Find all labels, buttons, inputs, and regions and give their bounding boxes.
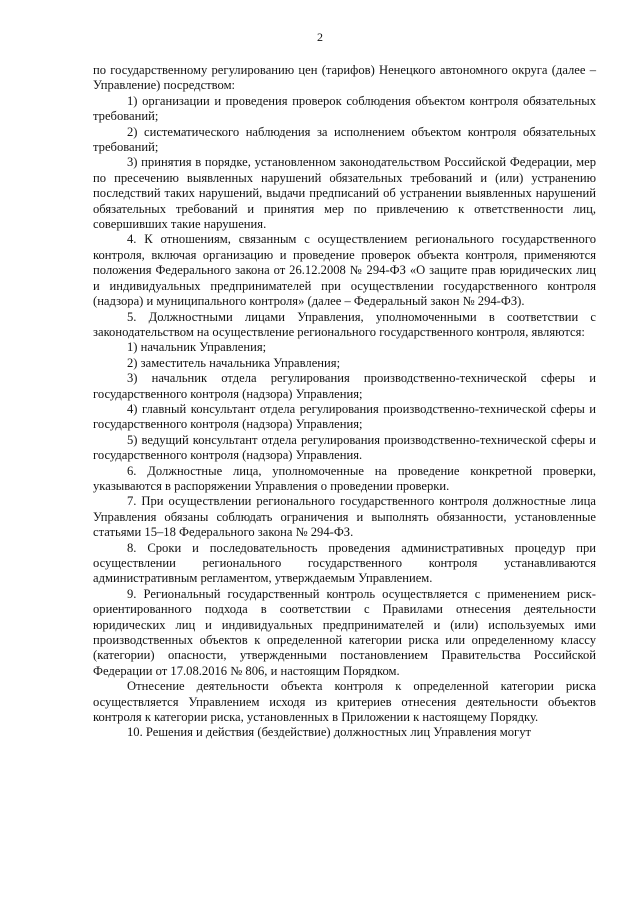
paragraph: 9. Региональный государственный контроль осуществляется с применением риск-ориентированного подхода в соответствии с Правилами отнесения деятельности юридических лиц и индивидуальных предпринимателей и (или) используемых ими производственных объектов к определенной категории риска или определенному классу (категории) опасности, утвержденными постановлением Правительства Российской Федерации от 17.08.2016 № 806, и настоящим Порядком. xyxy=(93,586,596,678)
paragraph: 2) систематического наблюдения за исполнением объектом контроля обязательных требований; xyxy=(93,124,596,155)
paragraph: Отнесение деятельности объекта контроля к определенной категории риска осуществляется Управлением исходя из критериев отнесения деятельности объектов контроля к категории риска, установленных в Приложении к настоящему Порядку. xyxy=(93,679,596,725)
paragraph: 4) главный консультант отдела регулирования производственно-технической сферы и государственного контроля (надзора) Управления; xyxy=(93,401,596,432)
paragraph: по государственному регулированию цен (тарифов) Ненецкого автономного округа (далее – Управление) посредством: xyxy=(93,63,596,93)
paragraph: 8. Сроки и последовательность проведения административных процедур при осуществлении регионального государственного контроля устанавливаются административным регламентом, утверждаемым Управлением. xyxy=(93,540,596,586)
paragraph: 7. При осуществлении регионального государственного контроля должностные лица Управления обязаны соблюдать ограничения и выполнять обязанности, установленные статьями 15–18 Федерального закона № 294-ФЗ. xyxy=(93,494,596,540)
paragraph: 1) начальник Управления; xyxy=(127,340,267,355)
paragraph: 10. Решения и действия (бездействие) должностных лиц Управления могут xyxy=(127,725,532,740)
document-body xyxy=(93,63,596,741)
paragraph: 3) принятия в порядке, установленном законодательством Российской Федерации, мер по пресечению выявленных нарушений обязательных требований и (или) устранению последствий таких нарушений, выдачи предписаний об устранении выявленных нарушений обязательных требований и принятия мер по привлечению к ответственности лиц, совершивших такие нарушения. xyxy=(93,155,596,232)
paragraph: 6. Должностные лица, уполномоченные на проведение конкретной проверки, указываются в распоряжении Управления о проведении проверки. xyxy=(93,463,596,493)
page-number: 2 xyxy=(317,30,323,44)
paragraph: 5) ведущий консультант отдела регулирования производственно-технической сферы и государственного контроля (надзора) Управления. xyxy=(93,432,596,463)
paragraph: 5. Должностными лицами Управления, уполномоченными в соответствии с законодательством на осуществление регионального государственного контроля, являются: xyxy=(93,309,596,339)
paragraph: 2) заместитель начальника Управления; xyxy=(127,355,341,370)
paragraph: 3) начальник отдела регулирования производственно-технической сферы и государственного контроля (надзора) Управления; xyxy=(93,371,596,401)
paragraph: 1) организации и проведения проверок соблюдения объектом контроля обязательных требований; xyxy=(93,93,596,124)
paragraph: 4. К отношениям, связанным с осуществлением регионального государственного контроля, включая организацию и проведение проверок объекта контроля, применяются положения Федерального закона от 26.12.2008 № 294-ФЗ «О защите прав юридических лиц и индивидуальных предпринимателей при осуществлении государственного контроля (надзора) и муниципального контроля» (далее – Федеральный закон № 294-ФЗ). xyxy=(93,232,596,309)
